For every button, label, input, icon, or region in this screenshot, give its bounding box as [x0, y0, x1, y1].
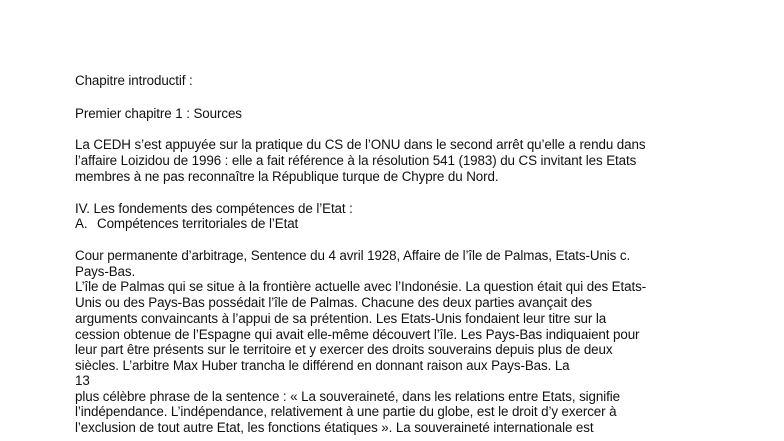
section-a-marker: A.	[75, 216, 88, 231]
paragraph-line: cession obtenue de l’Espagne qui avait elle-même découvert l’île. Les Pays-Bas indiquaient pour	[75, 327, 640, 342]
paragraph-line: arguments convaincants à l’appui de sa prétention. Les Etats-Unis fondaient leur titre sur la	[75, 311, 607, 326]
section-heading-iv: IV. Les fondements des compétences de l’Etat :	[75, 201, 353, 216]
heading-chapter: Premier chapitre 1 : Sources	[75, 106, 242, 121]
paragraph-line: l’exclusion de tout autre Etat, les fonctions étatiques ». La souveraineté internationale est	[75, 420, 594, 435]
section-a-text: Compétences territoriales de l’Etat	[97, 216, 299, 231]
paragraph-line: leur part être présents sur le territoire et y exercer des droits souverains depuis plus de deux	[75, 342, 613, 357]
paragraph-line: La CEDH s’est appuyée sur la pratique du CS de l’ONU dans le second arrêt qu’elle a rendu dans	[75, 137, 646, 152]
section-heading-a	[75, 216, 298, 232]
paragraph-line: Cour permanente d’arbitrage, Sentence du 4 avril 1928, Affaire de l’île de Palmas, Etats-Unis c.	[75, 248, 631, 263]
paragraph-line: L’île de Palmas qui se situe à la frontière actuelle avec l’Indonésie. La question était qui des Etats-	[75, 279, 647, 294]
paragraph-line: Unis ou des Pays-Bas possédait l’île de Palmas. Chacune des deux parties avançait des	[75, 295, 593, 310]
paragraph-line: l’affaire Loizidou de 1996 : elle a fait référence à la résolution 541 (1983) du CS invitant les Etats	[75, 153, 637, 168]
paragraph-line: membres à ne pas reconnaître la République turque de Chypre du Nord.	[75, 169, 499, 184]
heading-intro: Chapitre introductif :	[75, 73, 193, 88]
footnote-number: 13	[75, 373, 90, 388]
paragraph-line: Pays-Bas.	[75, 264, 136, 279]
paragraph-line: plus célèbre phrase de la sentence : « La souveraineté, dans les relations entre Etats, signifie	[75, 389, 620, 404]
paragraph-line: l’indépendance. L’indépendance, relativement à une partie du globe, est le droit d’y exercer à	[75, 404, 617, 419]
paragraph-line: siècles. L’arbitre Max Huber trancha le différend en donnant raison aux Pays-Bas. La	[75, 358, 570, 373]
